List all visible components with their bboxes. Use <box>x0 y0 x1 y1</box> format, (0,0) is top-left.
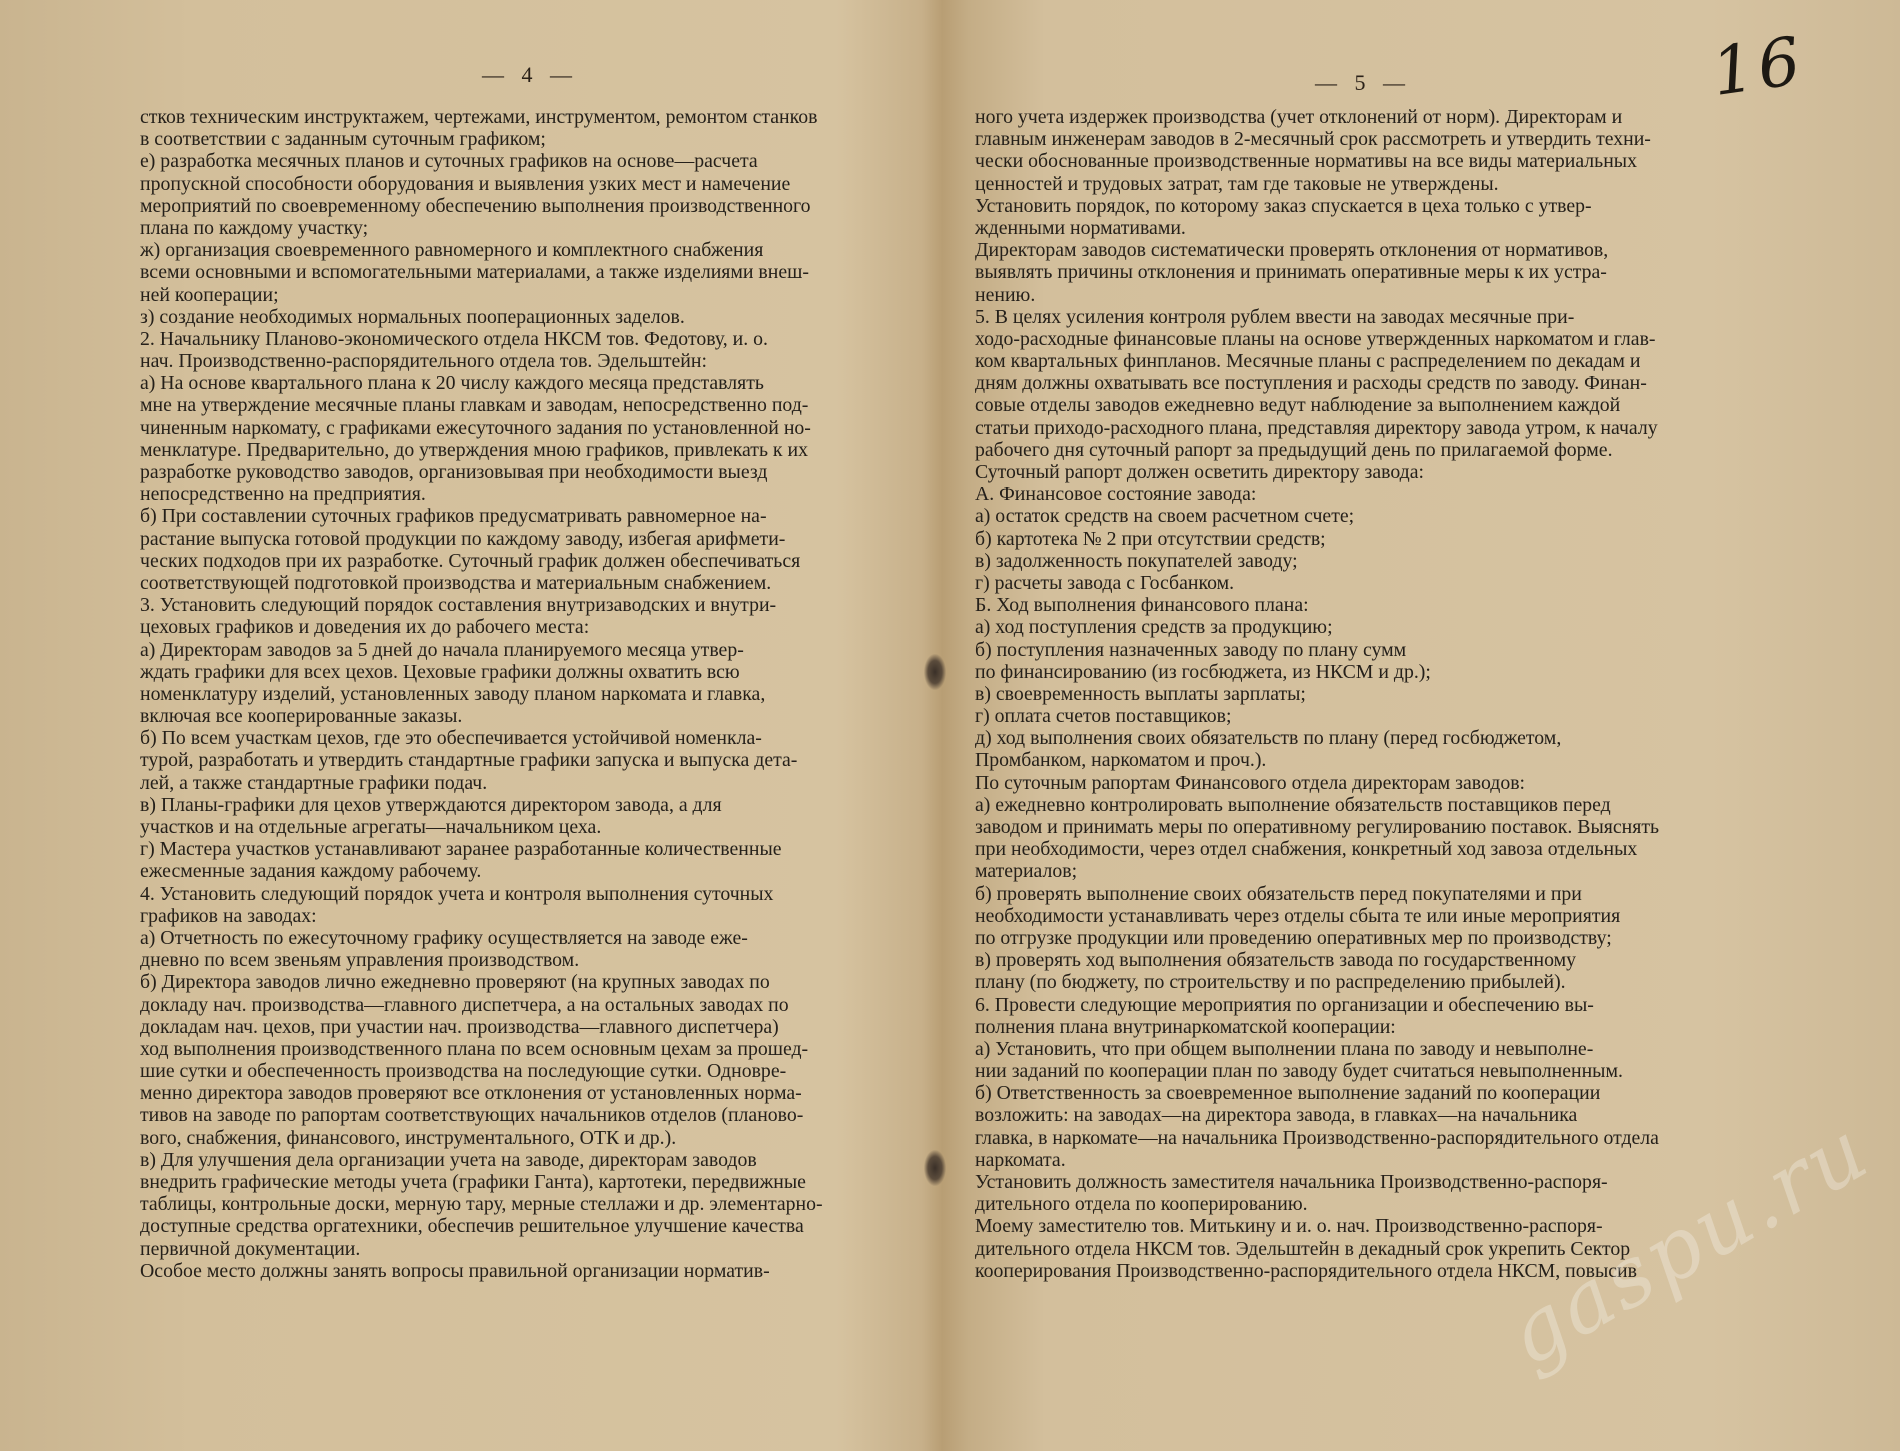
text-line: ж) организация своевременного равномерного и комплектного снабжения <box>140 239 764 262</box>
text-line: Моему заместителю тов. Митькину и и. о. нач. Производственно-распоря- <box>975 1215 1603 1238</box>
text-line: чиненным наркомату, с графиками ежесуточного задания по установленной но- <box>140 416 811 439</box>
text-line: полнения плана внутринаркоматской кооперации: <box>975 1015 1396 1038</box>
text-line: а) остаток средств на своем расчетном счете; <box>975 505 1355 528</box>
handwritten-page-number: 16 <box>1707 21 1809 112</box>
text-line: по финансированию (из госбюджета, из НКСМ и др.); <box>975 660 1431 683</box>
text-line: плана по каждому участку; <box>140 216 369 239</box>
text-line: главка, в наркомате—на начальника Производственно-распорядительного отдела <box>975 1126 1659 1149</box>
text-line: 5. В целях усиления контроля рублем ввести на заводах месячные при- <box>975 305 1575 328</box>
text-line: включая все кооперированные заказы. <box>140 705 463 728</box>
text-line: ждать графики для всех цехов. Цеховые графики должны охватить всю <box>140 660 740 683</box>
text-line: Б. Ход выполнения финансового плана: <box>975 594 1309 617</box>
text-line: номенклатуру изделий, установленных заводу планом наркомата и главка, <box>140 682 766 705</box>
text-line: Установить должность заместителя начальника Производственно-распоря- <box>975 1171 1608 1193</box>
text-line: з) создание необходимых нормальных пооперационных заделов. <box>140 305 685 328</box>
text-line: б) Директора заводов лично ежедневно проверяют (на крупных заводах по <box>140 971 770 994</box>
text-line: б) картотека № 2 при отсутствии средств; <box>975 527 1326 550</box>
text-line: растание выпуска готовой продукции по каждому заводу, избегая арифмети- <box>140 527 786 550</box>
text-line: турой, разработать и утвердить стандартные графики запуска и выпуска дета- <box>140 749 798 772</box>
text-line: первичной документации. <box>140 1237 361 1260</box>
page-body <box>140 106 915 1282</box>
text-line: жденными нормативами. <box>975 216 1186 239</box>
text-line: пропускной способности оборудования и выявления узких мест и намечение <box>140 172 791 195</box>
text-line: возложить: на заводах—на директора завода, в главках—на начальника <box>975 1104 1578 1127</box>
text-line: нии заданий по кооперации план по заводу будет считаться невыполненным. <box>975 1060 1623 1083</box>
text-line: кооперирования Производственно-распорядительного отдела НКСМ, повысив <box>975 1259 1637 1282</box>
text-line: дням должны охватывать все поступления и расходы средств по заводу. Финан- <box>975 372 1647 395</box>
text-line: ежесменные задания каждому рабочему. <box>140 860 482 883</box>
text-line: лей, а также стандартные графики подач. <box>140 771 488 794</box>
text-line: ческих подходов при их разработке. Суточный график должен обеспечиваться <box>140 549 801 572</box>
text-line: б) поступления назначенных заводу по плану сумм <box>975 638 1407 661</box>
text-line: в) Планы-графики для цехов утверждаются директором завода, а для <box>140 793 722 816</box>
text-line: совые отделы заводов ежедневно ведут наблюдение за выполнением каждой <box>975 394 1621 417</box>
text-line: тивов на заводе по рапортам соответствующих начальников отделов (планово- <box>140 1104 804 1127</box>
text-line: дневно по всем звеньям управления производством. <box>140 949 580 972</box>
text-line: соответствующей подготовкой производства и материальным снабжением. <box>140 571 772 594</box>
text-line: шие сутки и обеспеченность производства на последующие сутки. Одновре- <box>140 1060 787 1083</box>
text-line: Установить порядок, по которому заказ спускается в цеха только с утвер- <box>975 194 1592 217</box>
text-line: ней кооперации; <box>140 283 279 306</box>
text-line: разработке руководство заводов, организовывая при необходимости выезд <box>140 461 768 483</box>
page-number: — 4 — <box>482 62 578 87</box>
text-line: Суточный рапорт должен осветить директору завода: <box>975 461 1424 483</box>
text-line: а) На основе квартального плана к 20 числу каждого месяца представлять <box>140 372 764 395</box>
text-line: докладам нач. цехов, при участии нач. производства—главного диспетчера) <box>140 1015 779 1038</box>
text-line: необходимости устанавливать через отделы сбыта те или иные мероприятия <box>975 904 1621 927</box>
text-line: в соответствии с заданным суточным графиком; <box>140 128 546 151</box>
text-line: внедрить графические методы учета (графики Ганта), картотеки, передвижные <box>140 1171 806 1193</box>
left-page <box>0 0 935 1451</box>
text-line: По суточным рапортам Финансового отдела директорам заводов: <box>975 771 1526 794</box>
text-line: доступные средства оргатехники, обеспечив решительное улучшение качества <box>140 1215 804 1238</box>
text-line: материалов; <box>975 860 1078 883</box>
text-line: по отгрузке продукции или проведению оперативных мер по производству; <box>975 926 1612 949</box>
text-line: главным инженерам заводов в 2-месячный срок рассмотреть и утвердить техни- <box>975 128 1651 151</box>
text-line: ход выполнения производственного плана по всем основным цехам за прошед- <box>140 1037 809 1060</box>
text-line: наркомата. <box>975 1148 1066 1171</box>
text-line: д) ход выполнения своих обязательств по плану (перед госбюджетом, <box>975 727 1562 750</box>
page-body <box>975 106 1815 1282</box>
text-line: выявлять причины отклонения и принимать оперативные меры к их устра- <box>975 261 1607 284</box>
text-line: ком квартальных финпланов. Месячные планы с распределением по декадам и <box>975 350 1641 373</box>
text-line: менклатуре. Предварительно, до утверждения мною графиков, привлекать к их <box>140 438 808 461</box>
text-line: А. Финансовое состояние завода: <box>975 483 1257 506</box>
text-line: Особое место должны занять вопросы правильной организации норматив- <box>140 1259 770 1282</box>
text-line: е) разработка месячных планов и суточных графиков на основе—расчета <box>140 150 758 173</box>
text-line: 3. Установить следующий порядок составления внутризаводских и внутри- <box>140 594 777 617</box>
text-line: графиков на заводах: <box>140 904 317 927</box>
text-line: а) ход поступления средств за продукцию; <box>975 616 1333 639</box>
page-number: — 5 — <box>1315 70 1411 95</box>
text-line: в) задолженность покупателей заводу; <box>975 549 1298 572</box>
text-line: мероприятий по своевременному обеспечению выполнения производственного <box>140 194 811 217</box>
text-line: стков техническим инструктажем, чертежами, инструментом, ремонтом станков <box>140 106 818 128</box>
text-line: мне на утверждение месячные планы главкам и заводам, непосредственно под- <box>140 394 809 417</box>
text-line: Директорам заводов систематически проверять отклонения от нормативов, <box>975 239 1609 262</box>
text-line: докладу нач. производства—главного диспетчера, а на остальных заводах по <box>140 993 789 1016</box>
binding-hole <box>924 1150 946 1186</box>
text-line: б) При составлении суточных графиков предусматривать равномерное на- <box>140 505 767 528</box>
text-line: б) По всем участкам цехов, где это обеспечивается устойчивой номенкла- <box>140 727 762 750</box>
text-line: ходо-расходные финансовые планы на основе утвержденных наркоматом и глав- <box>975 327 1656 350</box>
text-line: г) расчеты завода с Госбанком. <box>975 571 1235 594</box>
text-line: цеховых графиков и доведения их до рабочего места: <box>140 616 590 639</box>
text-line: нению. <box>975 283 1036 306</box>
text-line: г) оплата счетов поставщиков; <box>975 705 1232 728</box>
text-line: вого, снабжения, финансового, инструментального, ОТК и др.). <box>140 1126 677 1149</box>
text-line: статьи приходо-расходного плана, представляя директору завода утром, к началу <box>975 416 1658 439</box>
text-line: ценностей и трудовых затрат, там где таковые не утверждены. <box>975 172 1499 195</box>
text-line: в) проверять ход выполнения обязательств завода по государственному <box>975 949 1577 972</box>
text-line: б) проверять выполнение своих обязательств перед покупателями и при <box>975 882 1582 905</box>
text-line: 4. Установить следующий порядок учета и контроля выполнения суточных <box>140 882 774 905</box>
text-line: непосредственно на предприятия. <box>140 483 426 506</box>
text-line: 2. Начальнику Планово-экономического отдела НКСМ тов. Федотову, и. о. <box>140 327 768 350</box>
text-line: участков и на отдельные агрегаты—начальником цеха. <box>140 816 602 838</box>
text-line: а) Директорам заводов за 5 дней до начала планируемого месяца утвер- <box>140 638 744 661</box>
text-line: а) ежедневно контролировать выполнение обязательств поставщиков перед <box>975 793 1611 816</box>
watermark: gaspu.ru <box>1490 1100 1886 1385</box>
text-line: дительного отдела НКСМ тов. Эдельштейн в декадный срок укрепить Сектор <box>975 1237 1631 1260</box>
text-line: нач. Производственно-распорядительного отдела тов. Эдельштейн: <box>140 350 707 373</box>
text-line: плану (по бюджету, по строительству и по распределению прибылей). <box>975 971 1566 994</box>
text-line: а) Установить, что при общем выполнении плана по заводу и невыполне- <box>975 1037 1594 1060</box>
text-line: дительного отдела по кооперированию. <box>975 1193 1308 1216</box>
text-line: заводом и принимать меры по оперативному регулированию поставок. Выяснять <box>975 816 1659 838</box>
binding-hole <box>924 654 946 690</box>
text-line: б) Ответственность за своевременное выполнение заданий по кооперации <box>975 1082 1601 1105</box>
text-line: в) Для улучшения дела организации учета на заводе, директорам заводов <box>140 1148 757 1171</box>
text-line: всеми основными и вспомогательными материалами, а также изделиями внеш- <box>140 261 809 284</box>
text-line: ного учета издержек производства (учет отклонений от норм). Директорам и <box>975 106 1623 128</box>
text-line: менно директора заводов проверяют все отклонения от установленных норма- <box>140 1082 802 1105</box>
text-line: г) Мастера участков устанавливают заранее разработанные количественные <box>140 838 782 861</box>
text-line: в) своевременность выплаты зарплаты; <box>975 682 1306 705</box>
text-line: при необходимости, через отдел снабжения, конкретный ход завоза отдельных <box>975 838 1638 861</box>
text-line: 6. Провести следующие мероприятия по организации и обеспечению вы- <box>975 993 1594 1016</box>
text-line: таблицы, контрольные доски, мерную тару, мерные стеллажи и др. элементарно- <box>140 1193 823 1216</box>
text-line: чески обоснованные производственные нормативы на все виды материальных <box>975 150 1637 173</box>
text-line: а) Отчетность по ежесуточному графику осуществляется на заводе еже- <box>140 926 748 949</box>
text-line: Промбанком, наркоматом и проч.). <box>975 749 1267 772</box>
text-line: рабочего дня суточный рапорт за предыдущий день по прилагаемой форме. <box>975 438 1613 461</box>
